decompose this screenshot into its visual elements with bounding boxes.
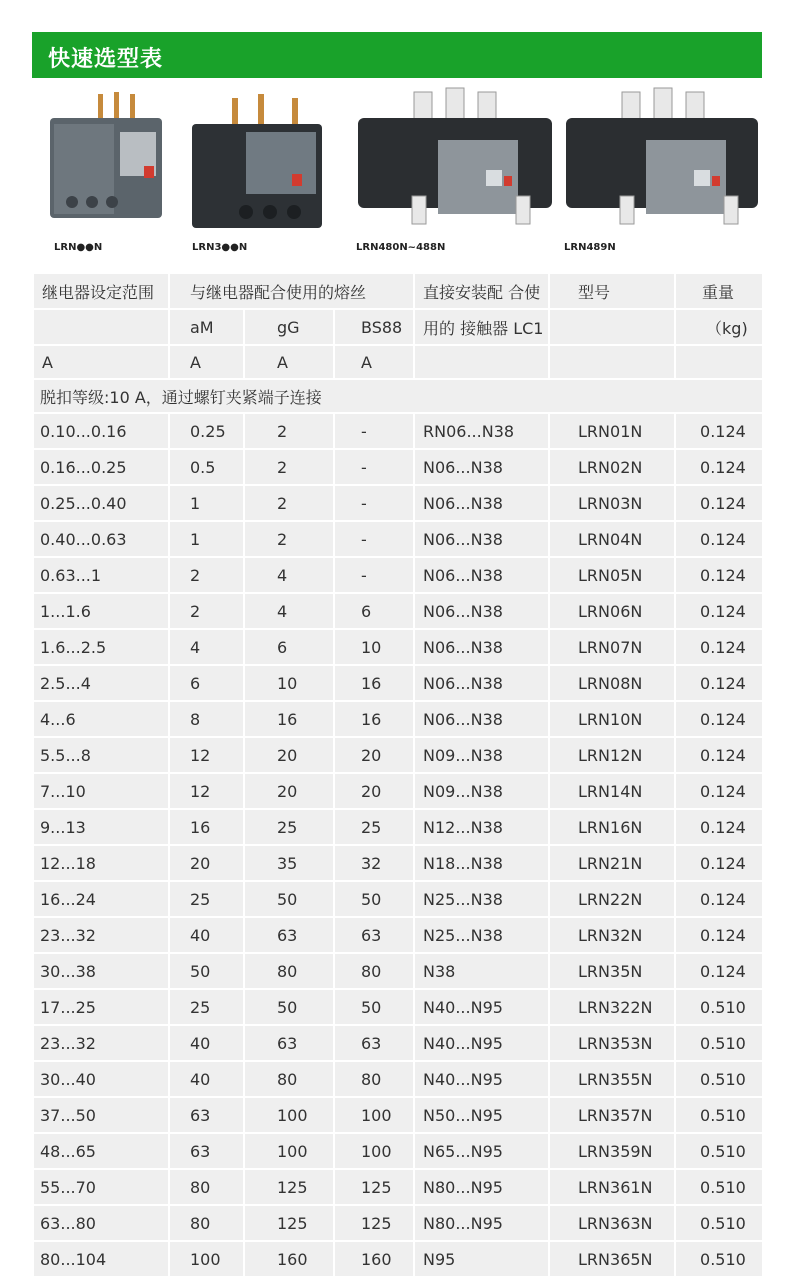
table-row bbox=[33, 917, 763, 953]
unit-bs88: A bbox=[334, 345, 414, 379]
cell-range: 7...10 bbox=[33, 773, 169, 809]
cell-contactor: N06...N38 bbox=[414, 593, 549, 629]
cell-bs88: 160 bbox=[334, 1241, 414, 1277]
cell-model: LRN365N bbox=[549, 1241, 675, 1277]
cell-range: 0.16...0.25 bbox=[33, 449, 169, 485]
cell-contactor: N25...N38 bbox=[414, 917, 549, 953]
cell-weight: 0.124 bbox=[675, 665, 763, 701]
cell-model: LRN02N bbox=[549, 449, 675, 485]
cell-range: 16...24 bbox=[33, 881, 169, 917]
cell-range: 17...25 bbox=[33, 989, 169, 1025]
cell-gg: 6 bbox=[244, 629, 334, 665]
cell-gg: 16 bbox=[244, 701, 334, 737]
cell-contactor: N50...N95 bbox=[414, 1097, 549, 1133]
cell-range: 23...32 bbox=[33, 1025, 169, 1061]
cell-range: 0.25...0.40 bbox=[33, 485, 169, 521]
unit-weight bbox=[675, 345, 763, 379]
cell-range: 30...40 bbox=[33, 1061, 169, 1097]
cell-range: 0.63...1 bbox=[33, 557, 169, 593]
cell-range: 0.40...0.63 bbox=[33, 521, 169, 557]
cell-weight: 0.124 bbox=[675, 485, 763, 521]
cell-am: 2 bbox=[169, 593, 244, 629]
product-gallery bbox=[32, 84, 762, 264]
cell-bs88: 16 bbox=[334, 701, 414, 737]
cell-range: 63...80 bbox=[33, 1205, 169, 1241]
cell-model: LRN32N bbox=[549, 917, 675, 953]
cell-contactor: N06...N38 bbox=[414, 521, 549, 557]
cell-contactor: N09...N38 bbox=[414, 737, 549, 773]
cell-weight: 0.510 bbox=[675, 1205, 763, 1241]
header-am: aM bbox=[169, 309, 244, 345]
table-row bbox=[33, 521, 763, 557]
cell-model: LRN16N bbox=[549, 809, 675, 845]
table-row bbox=[33, 737, 763, 773]
header-gg: gG bbox=[244, 309, 334, 345]
cell-weight: 0.124 bbox=[675, 557, 763, 593]
cell-am: 20 bbox=[169, 845, 244, 881]
cell-gg: 35 bbox=[244, 845, 334, 881]
cell-bs88: - bbox=[334, 485, 414, 521]
cell-am: 80 bbox=[169, 1169, 244, 1205]
cell-gg: 160 bbox=[244, 1241, 334, 1277]
table-row bbox=[33, 593, 763, 629]
cell-weight: 0.124 bbox=[675, 593, 763, 629]
cell-range: 0.10...0.16 bbox=[33, 413, 169, 449]
header-weight-1: 重量 bbox=[675, 273, 763, 309]
cell-range: 55...70 bbox=[33, 1169, 169, 1205]
cell-model: LRN07N bbox=[549, 629, 675, 665]
cell-gg: 63 bbox=[244, 917, 334, 953]
relay-large-photo-icon bbox=[354, 84, 554, 234]
cell-bs88: 25 bbox=[334, 809, 414, 845]
unit-am: A bbox=[169, 345, 244, 379]
table-row bbox=[33, 953, 763, 989]
table-row bbox=[33, 485, 763, 521]
cell-gg: 25 bbox=[244, 809, 334, 845]
relay-xlarge-photo-icon bbox=[562, 84, 762, 234]
cell-contactor: N06...N38 bbox=[414, 449, 549, 485]
cell-bs88: 10 bbox=[334, 629, 414, 665]
unit-range: A bbox=[33, 345, 169, 379]
cell-gg: 2 bbox=[244, 485, 334, 521]
cell-am: 80 bbox=[169, 1205, 244, 1241]
cell-bs88: 32 bbox=[334, 845, 414, 881]
cell-am: 100 bbox=[169, 1241, 244, 1277]
cell-am: 25 bbox=[169, 989, 244, 1025]
cell-weight: 0.124 bbox=[675, 845, 763, 881]
cell-model: LRN322N bbox=[549, 989, 675, 1025]
header-weight-2: （kg) bbox=[675, 309, 763, 345]
cell-am: 1 bbox=[169, 485, 244, 521]
cell-model: LRN35N bbox=[549, 953, 675, 989]
table-row bbox=[33, 557, 763, 593]
cell-weight: 0.124 bbox=[675, 737, 763, 773]
cell-range: 4...6 bbox=[33, 701, 169, 737]
note-row bbox=[33, 379, 763, 413]
header-bs88: BS88 bbox=[334, 309, 414, 345]
table-row bbox=[33, 413, 763, 449]
cell-model: LRN359N bbox=[549, 1133, 675, 1169]
header-fuse-group: 与继电器配合使用的熔丝 bbox=[169, 273, 414, 309]
header-range: 继电器设定范围 bbox=[33, 273, 169, 309]
cell-am: 2 bbox=[169, 557, 244, 593]
cell-weight: 0.124 bbox=[675, 809, 763, 845]
relay-medium-photo-icon bbox=[184, 84, 334, 234]
cell-gg: 2 bbox=[244, 521, 334, 557]
cell-am: 40 bbox=[169, 917, 244, 953]
cell-bs88: - bbox=[334, 449, 414, 485]
cell-model: LRN363N bbox=[549, 1205, 675, 1241]
cell-range: 9...13 bbox=[33, 809, 169, 845]
selection-table bbox=[32, 272, 764, 1278]
cell-gg: 20 bbox=[244, 773, 334, 809]
header-contactor-2: 用的 接触器 LC1 bbox=[414, 309, 549, 345]
cell-contactor: N06...N38 bbox=[414, 629, 549, 665]
cell-bs88: - bbox=[334, 521, 414, 557]
table-row bbox=[33, 449, 763, 485]
cell-contactor: N80...N95 bbox=[414, 1169, 549, 1205]
cell-gg: 50 bbox=[244, 989, 334, 1025]
cell-contactor: N06...N38 bbox=[414, 485, 549, 521]
cell-bs88: - bbox=[334, 413, 414, 449]
cell-weight: 0.510 bbox=[675, 1241, 763, 1277]
table-row bbox=[33, 701, 763, 737]
cell-range: 12...18 bbox=[33, 845, 169, 881]
cell-range: 80...104 bbox=[33, 1241, 169, 1277]
cell-weight: 0.510 bbox=[675, 1025, 763, 1061]
page-title: 快速选型表 bbox=[48, 47, 164, 72]
cell-contactor: N09...N38 bbox=[414, 773, 549, 809]
cell-gg: 100 bbox=[244, 1133, 334, 1169]
cell-gg: 80 bbox=[244, 1061, 334, 1097]
cell-model: LRN05N bbox=[549, 557, 675, 593]
cell-range: 23...32 bbox=[33, 917, 169, 953]
cell-gg: 100 bbox=[244, 1097, 334, 1133]
cell-model: LRN06N bbox=[549, 593, 675, 629]
cell-am: 63 bbox=[169, 1097, 244, 1133]
cell-gg: 10 bbox=[244, 665, 334, 701]
cell-bs88: 50 bbox=[334, 989, 414, 1025]
cell-range: 2.5...4 bbox=[33, 665, 169, 701]
cell-contactor: N65...N95 bbox=[414, 1133, 549, 1169]
cell-am: 63 bbox=[169, 1133, 244, 1169]
table-row bbox=[33, 1169, 763, 1205]
cell-range: 1...1.6 bbox=[33, 593, 169, 629]
product-label: LRN480N~488N bbox=[356, 242, 446, 253]
cell-bs88: 125 bbox=[334, 1169, 414, 1205]
header-model: 型号 bbox=[549, 273, 675, 309]
cell-model: LRN22N bbox=[549, 881, 675, 917]
table-row bbox=[33, 1025, 763, 1061]
cell-range: 37...50 bbox=[33, 1097, 169, 1133]
cell-contactor: RN06...N38 bbox=[414, 413, 549, 449]
cell-am: 16 bbox=[169, 809, 244, 845]
cell-model: LRN355N bbox=[549, 1061, 675, 1097]
cell-contactor: N12...N38 bbox=[414, 809, 549, 845]
product-label: LRN●●N bbox=[54, 242, 103, 253]
cell-weight: 0.124 bbox=[675, 449, 763, 485]
cell-contactor: N38 bbox=[414, 953, 549, 989]
cell-bs88: 16 bbox=[334, 665, 414, 701]
cell-contactor: N40...N95 bbox=[414, 989, 549, 1025]
table-row bbox=[33, 629, 763, 665]
table-row bbox=[33, 665, 763, 701]
cell-bs88: 6 bbox=[334, 593, 414, 629]
cell-model: LRN12N bbox=[549, 737, 675, 773]
cell-bs88: 100 bbox=[334, 1097, 414, 1133]
cell-am: 12 bbox=[169, 773, 244, 809]
cell-am: 1 bbox=[169, 521, 244, 557]
cell-am: 8 bbox=[169, 701, 244, 737]
cell-am: 50 bbox=[169, 953, 244, 989]
cell-gg: 125 bbox=[244, 1205, 334, 1241]
cell-weight: 0.124 bbox=[675, 953, 763, 989]
header-model-cont bbox=[549, 309, 675, 345]
unit-gg: A bbox=[244, 345, 334, 379]
cell-weight: 0.124 bbox=[675, 881, 763, 917]
cell-am: 40 bbox=[169, 1061, 244, 1097]
cell-am: 25 bbox=[169, 881, 244, 917]
cell-model: LRN361N bbox=[549, 1169, 675, 1205]
cell-bs88: 125 bbox=[334, 1205, 414, 1241]
cell-bs88: 80 bbox=[334, 953, 414, 989]
table-row bbox=[33, 881, 763, 917]
cell-weight: 0.510 bbox=[675, 1169, 763, 1205]
cell-model: LRN14N bbox=[549, 773, 675, 809]
units-row bbox=[33, 345, 763, 379]
cell-gg: 50 bbox=[244, 881, 334, 917]
cell-gg: 4 bbox=[244, 557, 334, 593]
header-row-1 bbox=[33, 273, 763, 309]
cell-bs88: 20 bbox=[334, 737, 414, 773]
cell-model: LRN21N bbox=[549, 845, 675, 881]
cell-bs88: - bbox=[334, 557, 414, 593]
cell-am: 0.25 bbox=[169, 413, 244, 449]
product-label: LRN3●●N bbox=[192, 242, 248, 253]
cell-contactor: N25...N38 bbox=[414, 881, 549, 917]
cell-gg: 80 bbox=[244, 953, 334, 989]
cell-contactor: N06...N38 bbox=[414, 701, 549, 737]
unit-contactor bbox=[414, 345, 549, 379]
cell-weight: 0.124 bbox=[675, 917, 763, 953]
cell-gg: 2 bbox=[244, 449, 334, 485]
cell-bs88: 63 bbox=[334, 1025, 414, 1061]
table-row bbox=[33, 1097, 763, 1133]
header-contactor-1: 直接安装配 合使 bbox=[414, 273, 549, 309]
cell-contactor: N80...N95 bbox=[414, 1205, 549, 1241]
cell-weight: 0.124 bbox=[675, 521, 763, 557]
table-row bbox=[33, 1241, 763, 1277]
cell-model: LRN357N bbox=[549, 1097, 675, 1133]
cell-range: 48...65 bbox=[33, 1133, 169, 1169]
cell-contactor: N18...N38 bbox=[414, 845, 549, 881]
cell-bs88: 50 bbox=[334, 881, 414, 917]
cell-bs88: 80 bbox=[334, 1061, 414, 1097]
cell-gg: 2 bbox=[244, 413, 334, 449]
cell-am: 12 bbox=[169, 737, 244, 773]
cell-gg: 4 bbox=[244, 593, 334, 629]
table-row bbox=[33, 1061, 763, 1097]
table-row bbox=[33, 845, 763, 881]
cell-contactor: N95 bbox=[414, 1241, 549, 1277]
cell-model: LRN353N bbox=[549, 1025, 675, 1061]
cell-weight: 0.510 bbox=[675, 1061, 763, 1097]
cell-range: 30...38 bbox=[33, 953, 169, 989]
trip-class-note: 脱扣等级:10 A，通过螺钉夹紧端子连接 bbox=[33, 379, 763, 413]
cell-model: LRN08N bbox=[549, 665, 675, 701]
table-row bbox=[33, 809, 763, 845]
cell-gg: 125 bbox=[244, 1169, 334, 1205]
cell-weight: 0.510 bbox=[675, 989, 763, 1025]
relay-small-photo-icon bbox=[40, 84, 170, 234]
title-bar bbox=[32, 32, 762, 78]
product-label: LRN489N bbox=[564, 242, 616, 253]
unit-model bbox=[549, 345, 675, 379]
cell-gg: 63 bbox=[244, 1025, 334, 1061]
cell-weight: 0.124 bbox=[675, 701, 763, 737]
cell-weight: 0.124 bbox=[675, 629, 763, 665]
cell-contactor: N40...N95 bbox=[414, 1061, 549, 1097]
cell-range: 5.5...8 bbox=[33, 737, 169, 773]
cell-model: LRN10N bbox=[549, 701, 675, 737]
cell-am: 0.5 bbox=[169, 449, 244, 485]
cell-am: 6 bbox=[169, 665, 244, 701]
table-row bbox=[33, 1133, 763, 1169]
cell-bs88: 63 bbox=[334, 917, 414, 953]
cell-contactor: N06...N38 bbox=[414, 557, 549, 593]
cell-gg: 20 bbox=[244, 737, 334, 773]
header-row-2 bbox=[33, 309, 763, 345]
cell-bs88: 20 bbox=[334, 773, 414, 809]
table-row bbox=[33, 1205, 763, 1241]
cell-am: 4 bbox=[169, 629, 244, 665]
cell-weight: 0.124 bbox=[675, 773, 763, 809]
cell-contactor: N06...N38 bbox=[414, 665, 549, 701]
cell-weight: 0.510 bbox=[675, 1097, 763, 1133]
cell-model: LRN04N bbox=[549, 521, 675, 557]
table-row bbox=[33, 989, 763, 1025]
cell-weight: 0.510 bbox=[675, 1133, 763, 1169]
cell-am: 40 bbox=[169, 1025, 244, 1061]
cell-range: 1.6...2.5 bbox=[33, 629, 169, 665]
cell-bs88: 100 bbox=[334, 1133, 414, 1169]
header-range-cont bbox=[33, 309, 169, 345]
cell-contactor: N40...N95 bbox=[414, 1025, 549, 1061]
cell-model: LRN03N bbox=[549, 485, 675, 521]
cell-weight: 0.124 bbox=[675, 413, 763, 449]
table-row bbox=[33, 773, 763, 809]
cell-model: LRN01N bbox=[549, 413, 675, 449]
